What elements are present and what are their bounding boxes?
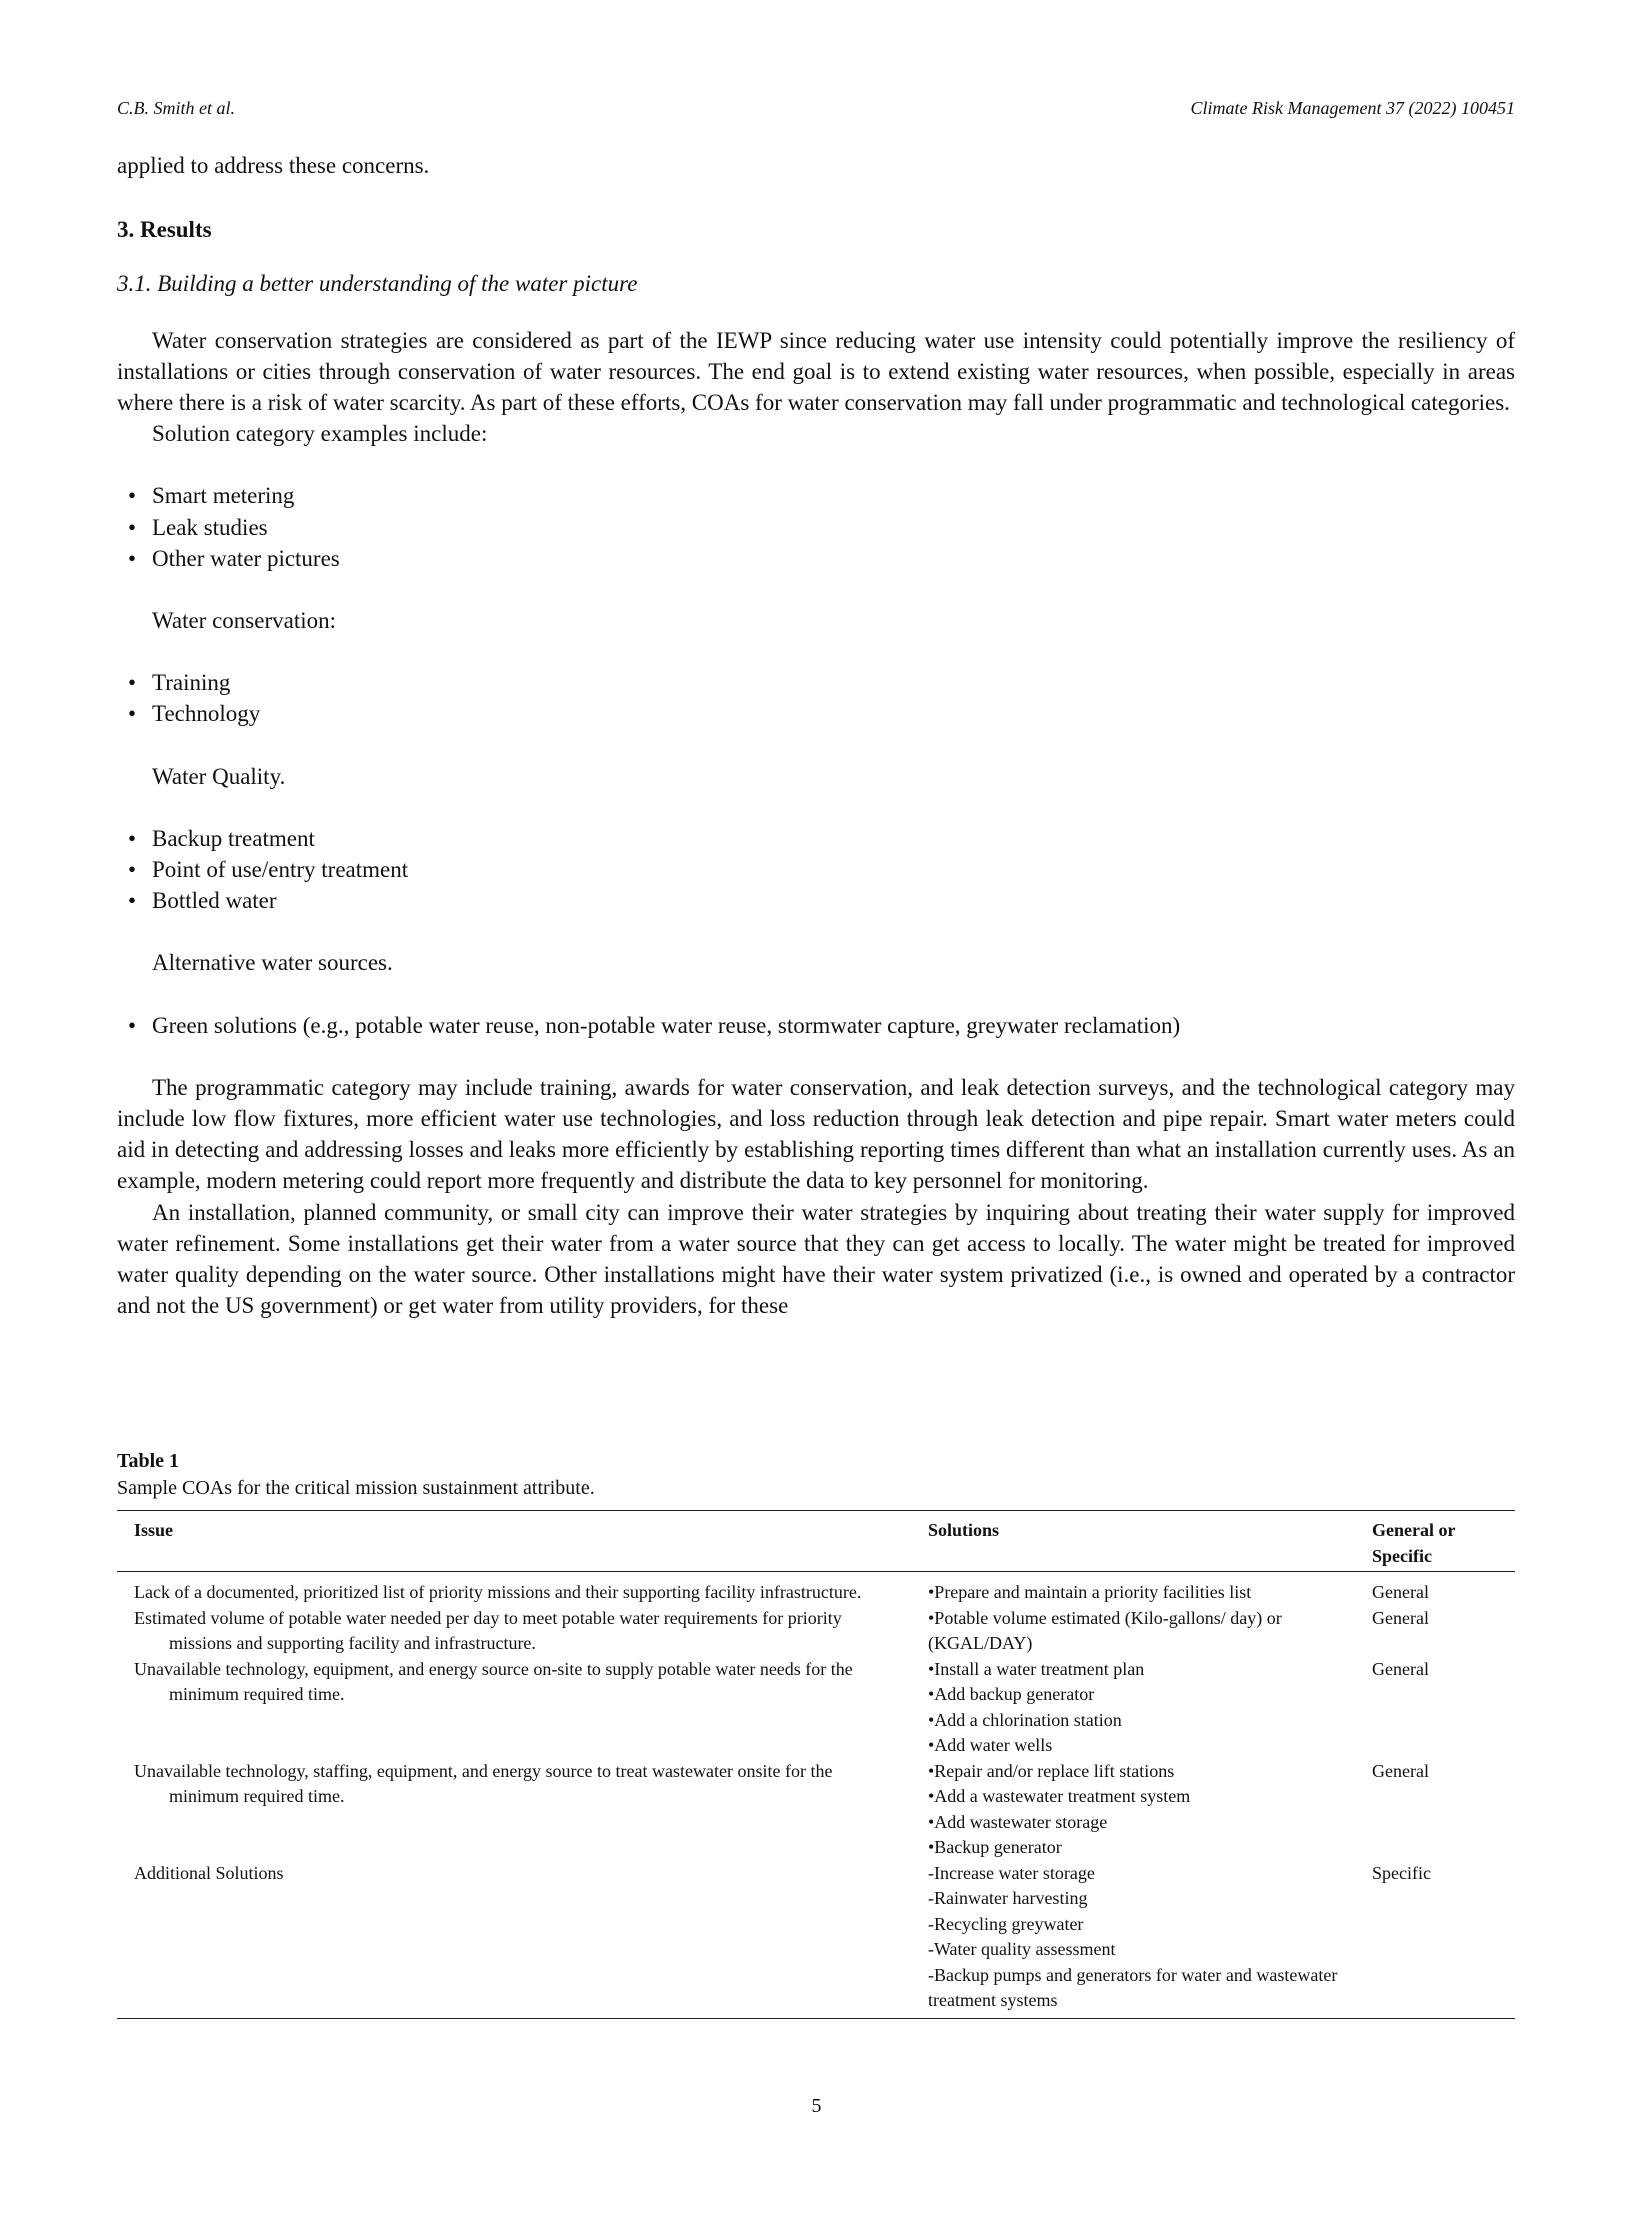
type-cell: General xyxy=(1372,1607,1429,1628)
category-label: Water Quality. xyxy=(152,763,286,789)
category-label: Water conservation: xyxy=(152,608,336,634)
issue-cell: Additional Solutions xyxy=(134,1862,284,1883)
solutions-cell xyxy=(911,1861,1355,2019)
issue-cell: Estimated volume of potable water needed per day to meet potable water requirements for priority missions and supporting facility and infrastructure. xyxy=(134,1607,842,1653)
table-row xyxy=(117,1759,1515,1861)
solution-item: •Add water wells xyxy=(928,1735,1053,1755)
solution-item: •Add a chlorination station xyxy=(928,1709,1122,1730)
page-number: 5 xyxy=(811,2095,822,2117)
section-heading: 3. Results xyxy=(117,217,212,243)
list-item: • Other water pictures xyxy=(117,543,1515,574)
list-item: • Technology xyxy=(117,698,1515,729)
coa-table xyxy=(117,1510,1515,2019)
paragraph: An installation, planned community, or small city can improve their water strategies by inquiring about treating their water supply for improved water refinement. Some installations get their water from a water source that they can get access to locally. The water might be treated for improved water quality depending on the water source. Other installations might have their water system privatized (i.e., is owned and operated by a contractor and not the US government) or get water from utility providers, for these xyxy=(117,1199,1515,1319)
solution-item: •Add a wastewater treatment system xyxy=(928,1786,1191,1806)
issue-cell: Lack of a documented, prioritized list of priority missions and their supporting facility infrastructure. xyxy=(134,1582,862,1602)
intro-line: applied to address these concerns. xyxy=(117,153,430,178)
category-label: Alternative water sources. xyxy=(152,950,393,976)
column-header-issue: Issue xyxy=(117,1511,911,1572)
bullet-list xyxy=(117,1010,1515,1041)
table-header-row xyxy=(117,1511,1515,1572)
solution-item: -Increase water storage xyxy=(928,1862,1095,1883)
subsection-heading: 3.1. Building a better understanding of the water picture xyxy=(117,271,638,297)
solution-item: •Prepare and maintain a priority facilities list xyxy=(928,1582,1252,1602)
type-cell: General xyxy=(1372,1760,1429,1781)
solution-item: •Repair and/or replace lift stations xyxy=(928,1760,1175,1781)
solutions-cell xyxy=(911,1606,1355,1657)
column-header-solutions: Solutions xyxy=(911,1511,1355,1572)
issue-cell: Unavailable technology, equipment, and energy source on-site to supply potable water needs for the minimum required time. xyxy=(134,1658,853,1704)
list-item: • Leak studies xyxy=(117,512,1515,543)
solutions-cell xyxy=(911,1759,1355,1861)
solution-item: •Add backup generator xyxy=(928,1684,1095,1704)
type-cell: General xyxy=(1372,1658,1429,1679)
table-row xyxy=(117,1657,1515,1759)
list-item: • Green solutions (e.g., potable water reuse, non-potable water reuse, stormwater capture, greywater reclamation) xyxy=(117,1010,1515,1041)
table-row xyxy=(117,1572,1515,1606)
type-cell: General xyxy=(1372,1582,1429,1602)
bullet-list xyxy=(117,480,1515,574)
solutions-cell xyxy=(911,1572,1355,1606)
solution-item: •Backup generator xyxy=(928,1837,1062,1857)
solution-item: •Install a water treatment plan xyxy=(928,1658,1145,1679)
solution-item: •Add wastewater storage xyxy=(928,1811,1108,1832)
solution-item: -Rainwater harvesting xyxy=(928,1888,1088,1908)
type-cell: Specific xyxy=(1355,1861,1515,2019)
article-body xyxy=(117,150,1515,1321)
table-row xyxy=(117,1606,1515,1657)
table-1 xyxy=(117,1448,1515,2019)
list-item: • Backup treatment xyxy=(117,823,1515,854)
column-header-type: General or Specific xyxy=(1355,1511,1515,1572)
bullet-list xyxy=(117,667,1515,729)
bullet-list xyxy=(117,823,1515,917)
header-authors: C.B. Smith et al. xyxy=(117,98,235,118)
table-caption-text: Sample COAs for the critical mission sustainment attribute. xyxy=(117,1477,595,1499)
list-item: • Bottled water xyxy=(117,885,1515,916)
solution-item: -Water quality assessment xyxy=(928,1939,1116,1959)
table-row xyxy=(117,1861,1515,2019)
solution-item: -Backup pumps and generators for water and wastewater treatment systems xyxy=(928,1964,1338,2010)
paragraph: Solution category examples include: xyxy=(152,421,488,447)
solution-item: •Potable volume estimated (Kilo-gallons/ day) or (KGAL/DAY) xyxy=(928,1607,1282,1653)
header-journal: Climate Risk Management 37 (2022) 100451 xyxy=(1190,98,1515,118)
solutions-cell xyxy=(911,1657,1355,1759)
solution-item: -Recycling greywater xyxy=(928,1913,1084,1934)
table-caption xyxy=(117,1448,1515,1502)
list-item: • Point of use/entry treatment xyxy=(117,854,1515,885)
issue-cell: Unavailable technology, staffing, equipment, and energy source to treat wastewater onsite for the minimum required time. xyxy=(134,1760,833,1806)
list-item: • Training xyxy=(117,667,1515,698)
list-item: • Smart metering xyxy=(117,480,1515,511)
paragraph: The programmatic category may include training, awards for water conservation, and leak detection surveys, and the technological category may include low flow fixtures, more efficient water use technologies, and loss reduction through leak detection and pipe repair. Smart water meters could aid in detecting and addressing losses and leaks more efficiently by establishing reporting times different than what an installation currently uses. As an example, modern metering could report more frequently and distribute the data to key personnel for monitoring. xyxy=(117,1074,1515,1194)
table-label: Table 1 xyxy=(117,1450,180,1472)
paragraph: Water conservation strategies are considered as part of the IEWP since reducing water use intensity could potentially improve the resiliency of installations or cities through conservation of water resources. The end goal is to extend existing water resources, when possible, especially in areas where there is a risk of water scarcity. As part of these efforts, COAs for water conservation may fall under programmatic and technological categories. xyxy=(117,327,1515,416)
